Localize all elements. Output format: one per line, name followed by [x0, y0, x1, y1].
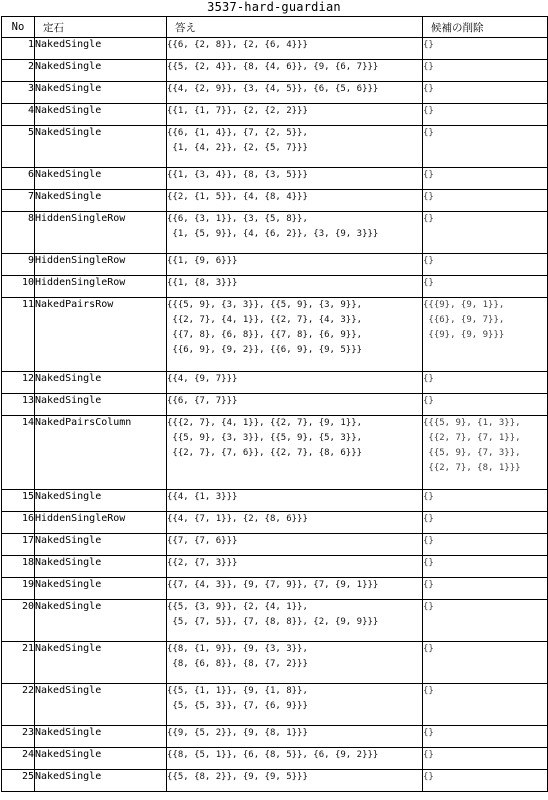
row-number: 8: [2, 212, 35, 254]
header-technique: 定石: [35, 17, 167, 38]
row-number: 17: [2, 534, 35, 556]
table-row: [2, 578, 548, 600]
table-row: [2, 60, 548, 82]
elimination-cell: {}: [423, 60, 548, 82]
answer-cell: {{1, {1, 7}}, {2, {2, 2}}}: [167, 104, 423, 126]
technique-cell: NakedSingle: [35, 82, 167, 104]
table-row: [2, 534, 548, 556]
technique-cell: HiddenSingleRow: [35, 512, 167, 534]
answer-cell: {{4, {2, 9}}, {3, {4, 5}}, {6, {5, 6}}}: [167, 82, 423, 104]
table-row: [2, 770, 548, 792]
header-elimination: 候補の削除: [423, 17, 548, 38]
table-row: [2, 126, 548, 168]
technique-cell: HiddenSingleRow: [35, 212, 167, 254]
technique-cell: NakedSingle: [35, 168, 167, 190]
answer-cell: {{8, {1, 9}}, {9, {3, 3}}, {8, {6, 8}}, {8, {7, 2}}}: [167, 642, 423, 684]
answer-cell: {{5, {1, 1}}, {9, {1, 8}}, {5, {5, 3}}, {7, {6, 9}}}: [167, 684, 423, 726]
elimination-cell: {}: [423, 748, 548, 770]
row-number: 11: [2, 298, 35, 372]
technique-cell: NakedSingle: [35, 126, 167, 168]
elimination-cell: {}: [423, 578, 548, 600]
answer-cell: {{4, {1, 3}}}: [167, 490, 423, 512]
row-number: 7: [2, 190, 35, 212]
row-number: 4: [2, 104, 35, 126]
table-row: [2, 254, 548, 276]
answer-cell: {{8, {5, 1}}, {6, {8, 5}}, {6, {9, 2}}}: [167, 748, 423, 770]
elimination-cell: {}: [423, 82, 548, 104]
table-row: [2, 168, 548, 190]
table-row: [2, 190, 548, 212]
row-number: 24: [2, 748, 35, 770]
table-row: [2, 600, 548, 642]
elimination-cell: {}: [423, 254, 548, 276]
elimination-cell: {{{9}, {9, 1}}, {{6}, {9, 7}}, {{9}, {9, 9}}}: [423, 298, 548, 372]
elimination-cell: {}: [423, 190, 548, 212]
answer-cell: {{4, {9, 7}}}: [167, 372, 423, 394]
elimination-cell: {}: [423, 168, 548, 190]
table-row: [2, 38, 548, 60]
elimination-cell: {}: [423, 726, 548, 748]
row-number: 9: [2, 254, 35, 276]
technique-cell: HiddenSingleRow: [35, 254, 167, 276]
technique-cell: NakedPairsColumn: [35, 416, 167, 490]
elimination-cell: {}: [423, 276, 548, 298]
answer-cell: {{2, {7, 3}}}: [167, 556, 423, 578]
table-row: [2, 726, 548, 748]
elimination-cell: {}: [423, 394, 548, 416]
technique-cell: NakedSingle: [35, 556, 167, 578]
answer-cell: {{6, {2, 8}}, {2, {6, 4}}}: [167, 38, 423, 60]
table-row: [2, 748, 548, 770]
technique-cell: NakedSingle: [35, 534, 167, 556]
row-number: 15: [2, 490, 35, 512]
table-row: [2, 416, 548, 490]
row-number: 21: [2, 642, 35, 684]
table-row: [2, 642, 548, 684]
technique-cell: NakedSingle: [35, 770, 167, 792]
solution-table: [1, 16, 548, 792]
technique-cell: NakedSingle: [35, 490, 167, 512]
elimination-cell: {}: [423, 512, 548, 534]
elimination-cell: {}: [423, 38, 548, 60]
elimination-cell: {}: [423, 126, 548, 168]
table-row: [2, 394, 548, 416]
answer-cell: {{9, {5, 2}}, {9, {8, 1}}}: [167, 726, 423, 748]
technique-cell: NakedSingle: [35, 684, 167, 726]
technique-cell: HiddenSingleRow: [35, 276, 167, 298]
table-row: [2, 104, 548, 126]
row-number: 16: [2, 512, 35, 534]
elimination-cell: {}: [423, 642, 548, 684]
table-row: [2, 684, 548, 726]
row-number: 18: [2, 556, 35, 578]
table-row: [2, 490, 548, 512]
row-number: 22: [2, 684, 35, 726]
answer-cell: {{{2, 7}, {4, 1}}, {{2, 7}, {9, 1}}, {{5, 9}, {3, 3}}, {{5, 9}, {5, 3}}, {{2, 7}, {7, 6}}, {{2, 7}, {8, 6}}}: [167, 416, 423, 490]
answer-cell: {{5, {2, 4}}, {8, {4, 6}}, {9, {6, 7}}}: [167, 60, 423, 82]
technique-cell: NakedSingle: [35, 190, 167, 212]
answer-cell: {{4, {7, 1}}, {2, {8, 6}}}: [167, 512, 423, 534]
answer-cell: {{6, {1, 4}}, {7, {2, 5}}, {1, {4, 2}}, {2, {5, 7}}}: [167, 126, 423, 168]
table-row: [2, 276, 548, 298]
technique-cell: NakedSingle: [35, 104, 167, 126]
header-row: [2, 17, 548, 38]
row-number: 1: [2, 38, 35, 60]
row-number: 23: [2, 726, 35, 748]
elimination-cell: {}: [423, 490, 548, 512]
table-row: [2, 372, 548, 394]
row-number: 3: [2, 82, 35, 104]
answer-cell: {{2, {1, 5}}, {4, {8, 4}}}: [167, 190, 423, 212]
elimination-cell: {}: [423, 534, 548, 556]
elimination-cell: {}: [423, 212, 548, 254]
answer-cell: {{7, {4, 3}}, {9, {7, 9}}, {7, {9, 1}}}: [167, 578, 423, 600]
row-number: 6: [2, 168, 35, 190]
technique-cell: NakedPairsRow: [35, 298, 167, 372]
technique-cell: NakedSingle: [35, 726, 167, 748]
answer-cell: {{6, {7, 7}}}: [167, 394, 423, 416]
answer-cell: {{5, {3, 9}}, {2, {4, 1}}, {5, {7, 5}}, {7, {8, 8}}, {2, {9, 9}}}: [167, 600, 423, 642]
elimination-cell: {{{5, 9}, {1, 3}}, {{2, 7}, {7, 1}}, {{5, 9}, {7, 3}}, {{2, 7}, {8, 1}}}: [423, 416, 548, 490]
row-number: 25: [2, 770, 35, 792]
header-answer: 答え: [167, 17, 423, 38]
row-number: 19: [2, 578, 35, 600]
technique-cell: NakedSingle: [35, 578, 167, 600]
table-row: [2, 298, 548, 372]
elimination-cell: {}: [423, 684, 548, 726]
answer-cell: {{{5, 9}, {3, 3}}, {{5, 9}, {3, 9}}, {{2, 7}, {4, 1}}, {{2, 7}, {4, 3}}, {{7, 8}, {6, 8}}, {{7, 8}, {6, 9}}, {{6, 9}, {9, 2}}, {{6, 9}, {9, 5}}}: [167, 298, 423, 372]
table-row: [2, 512, 548, 534]
row-number: 10: [2, 276, 35, 298]
elimination-cell: {}: [423, 600, 548, 642]
header-no: No: [2, 17, 35, 38]
row-number: 12: [2, 372, 35, 394]
page-title: 3537-hard-guardian: [207, 0, 341, 14]
technique-cell: NakedSingle: [35, 600, 167, 642]
row-number: 14: [2, 416, 35, 490]
technique-cell: NakedSingle: [35, 60, 167, 82]
answer-cell: {{5, {8, 2}}, {9, {9, 5}}}: [167, 770, 423, 792]
row-number: 13: [2, 394, 35, 416]
answer-cell: {{7, {7, 6}}}: [167, 534, 423, 556]
technique-cell: NakedSingle: [35, 642, 167, 684]
elimination-cell: {}: [423, 372, 548, 394]
elimination-cell: {}: [423, 770, 548, 792]
answer-cell: {{1, {9, 6}}}: [167, 254, 423, 276]
technique-cell: NakedSingle: [35, 748, 167, 770]
answer-cell: {{1, {3, 4}}, {8, {3, 5}}}: [167, 168, 423, 190]
elimination-cell: {}: [423, 556, 548, 578]
answer-cell: {{1, {8, 3}}}: [167, 276, 423, 298]
row-number: 2: [2, 60, 35, 82]
row-number: 5: [2, 126, 35, 168]
table-row: [2, 82, 548, 104]
technique-cell: NakedSingle: [35, 38, 167, 60]
row-number: 20: [2, 600, 35, 642]
table-body: [2, 38, 548, 792]
table-row: [2, 556, 548, 578]
technique-cell: NakedSingle: [35, 372, 167, 394]
answer-cell: {{6, {3, 1}}, {3, {5, 8}}, {1, {5, 9}}, {4, {6, 2}}, {3, {9, 3}}}: [167, 212, 423, 254]
technique-cell: NakedSingle: [35, 394, 167, 416]
elimination-cell: {}: [423, 104, 548, 126]
table-row: [2, 212, 548, 254]
